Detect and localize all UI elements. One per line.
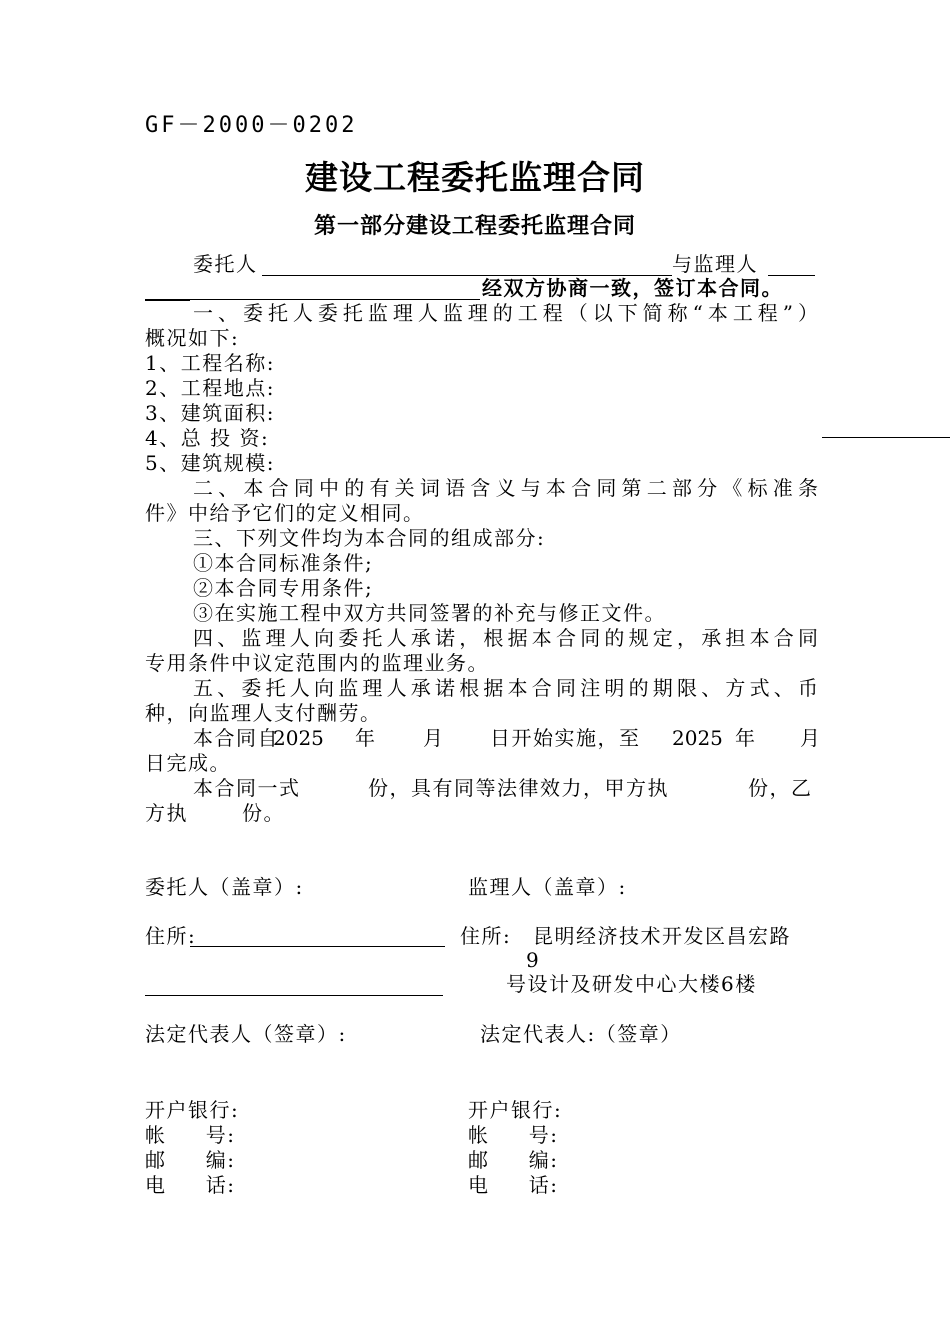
client-postcode-label: 邮 编:: [145, 1148, 236, 1172]
supervisor-address-label: 住所:: [460, 924, 512, 948]
clause3-line1: 三、下列文件均为本合同的组成部分:: [193, 526, 546, 550]
client-seal-label: 委托人（盖章）:: [145, 875, 304, 899]
clause4-line1: 四、监理人向委托人承诺，根据本合同的规定，承担本合同: [193, 626, 818, 650]
clause1-line1: 一、委托人委托监理人监理的工程（以下简称“本工程”）: [193, 301, 818, 325]
agreement-text: 经双方协商一致，签订本合同。: [482, 276, 783, 300]
supervisor-bank-label: 开户银行:: [468, 1098, 563, 1122]
building-area-item: 3、建筑面积:: [145, 401, 275, 425]
term-start-label: 本合同自: [193, 726, 279, 750]
term-end-year-unit: 年: [735, 726, 755, 750]
copies-party-b-text: 份，乙: [748, 776, 813, 800]
client-bank-label: 开户银行:: [145, 1098, 240, 1122]
supervisor-postcode-label: 邮 编:: [468, 1148, 559, 1172]
supervisor-phone-label: 电 话:: [468, 1173, 559, 1197]
client-label: 委托人: [193, 252, 258, 276]
project-name-item: 1、工程名称:: [145, 351, 275, 375]
supervisor-name-blank-cont: [145, 299, 480, 300]
term-year-unit: 年: [355, 726, 375, 750]
clause1-line2: 概况如下:: [145, 326, 240, 350]
term-end-month-unit: 月: [800, 726, 820, 750]
copies-count-label: 本合同一式: [193, 776, 301, 800]
supervisor-legal-rep-label: 法定代表人:（签章）: [480, 1022, 682, 1046]
clause3-item-3: ③在实施工程中双方共同签署的补充与修正文件。: [193, 601, 666, 625]
term-line2: 日完成。: [145, 751, 231, 775]
clause5-line2: 种，向监理人支付酬劳。: [145, 701, 382, 725]
indent-rule: [145, 300, 190, 301]
client-address-label: 住所:: [145, 924, 197, 948]
clause5-line1: 五、委托人向监理人承诺根据本合同注明的期限、方式、币: [193, 676, 818, 700]
copies-line2-end: 份。: [242, 801, 285, 825]
supervisor-address-line2: 号设计及研发中心大楼6楼: [506, 972, 757, 996]
copies-line2-label: 方执: [145, 801, 188, 825]
document-subtitle: 第一部分建设工程委托监理合同: [313, 214, 636, 239]
clause2-line2: 件》中给予它们的定义相同。: [145, 501, 425, 525]
client-account-label: 帐 号:: [145, 1123, 236, 1147]
clause3-item-1: ①本合同标准条件;: [193, 551, 374, 575]
document-title: 建设工程委托监理合同: [305, 158, 645, 197]
clause2-line1: 二、本合同中的有关词语含义与本合同第二部分《标准条: [193, 476, 818, 500]
clause4-line2: 专用条件中议定范围内的监理业务。: [145, 651, 489, 675]
supervisor-account-label: 帐 号:: [468, 1123, 559, 1147]
investment-blank: [822, 437, 950, 438]
client-address-blank: [190, 946, 445, 947]
supervisor-label: 与监理人: [672, 252, 758, 276]
supervisor-address-number: 9: [526, 948, 539, 972]
supervisor-address-line1: 昆明经济技术开发区昌宏路: [533, 924, 791, 948]
form-code: GF－2000－0202: [145, 113, 358, 138]
supervisor-seal-label: 监理人（盖章）:: [468, 875, 627, 899]
client-legal-rep-label: 法定代表人（签章）:: [145, 1022, 347, 1046]
clause3-item-2: ②本合同专用条件;: [193, 576, 374, 600]
total-investment-item: 4、总 投 资:: [145, 426, 270, 450]
project-location-item: 2、工程地点:: [145, 376, 275, 400]
term-start-year: 2025: [273, 726, 324, 750]
term-day-start-text: 日开始实施，至: [490, 726, 641, 750]
term-end-year: 2025: [672, 726, 723, 750]
client-address-blank-2: [145, 995, 443, 996]
building-scale-item: 5、建筑规模:: [145, 451, 275, 475]
copies-party-a-text: 份，具有同等法律效力，甲方执: [368, 776, 669, 800]
client-phone-label: 电 话:: [145, 1173, 236, 1197]
term-month-unit: 月: [423, 726, 443, 750]
